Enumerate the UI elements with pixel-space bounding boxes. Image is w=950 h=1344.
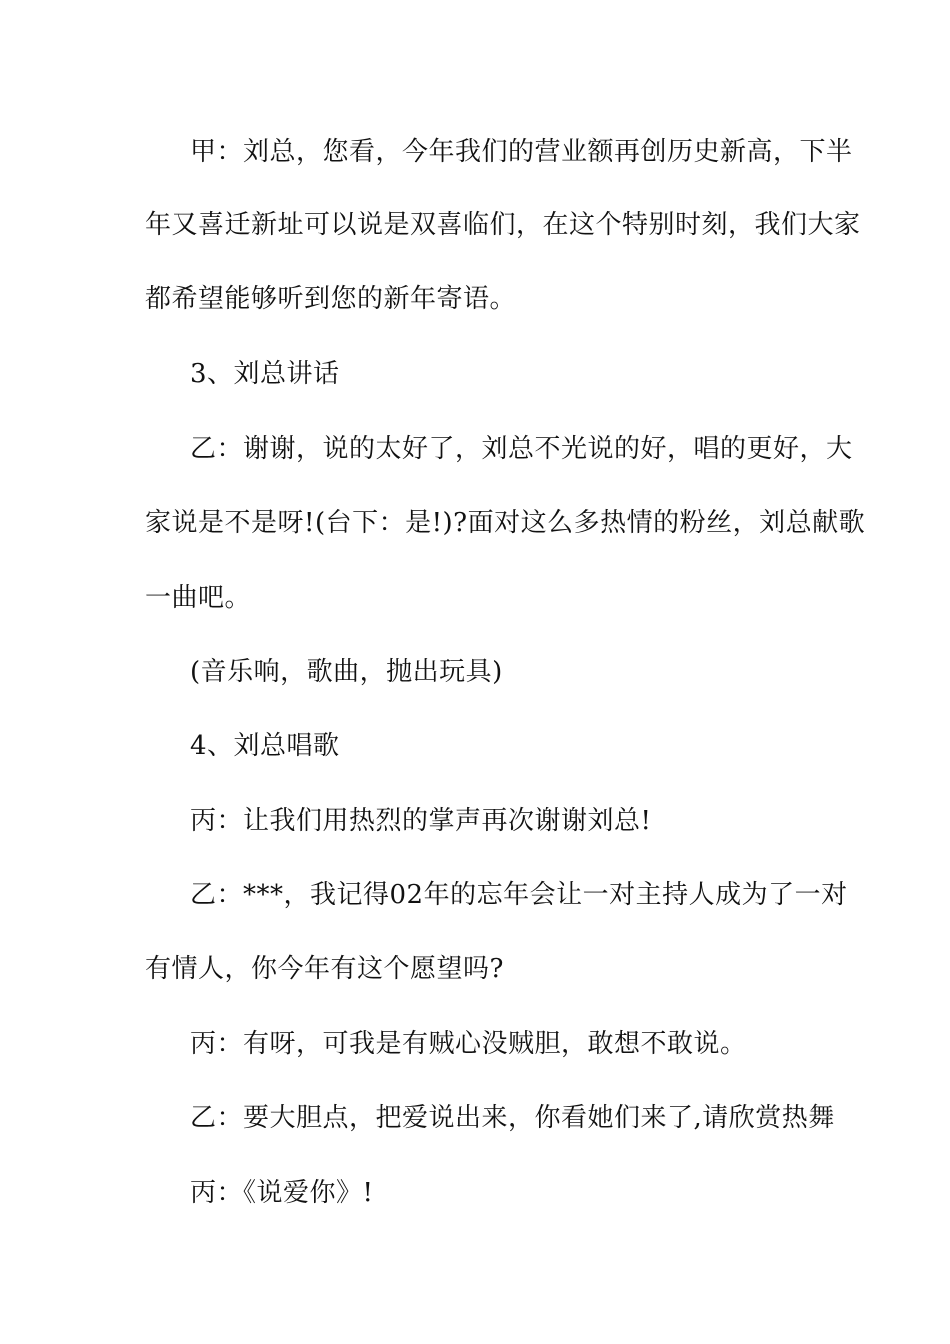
paragraph-line: 丙：让我们用热烈的掌声再次谢谢刘总! (190, 806, 652, 836)
paragraph-line: 家说是不是呀!(台下：是!)?面对这么多热情的粉丝，刘总献歌 (145, 508, 866, 538)
paragraph-line: 有情人，你今年有这个愿望吗? (145, 954, 504, 984)
paragraph-line: 甲：刘总，您看，今年我们的营业额再创历史新高，下半 (190, 137, 853, 167)
paragraph-line: 乙：谢谢，说的太好了，刘总不光说的好，唱的更好，大 (190, 434, 853, 464)
paragraph-line: 乙：要大胆点，把爱说出来，你看她们来了,请欣赏热舞 (190, 1103, 835, 1133)
paragraph-line: 一曲吧。 (145, 583, 252, 613)
paragraph-line: 年又喜迁新址可以说是双喜临们，在这个特别时刻，我们大家 (145, 210, 861, 240)
paragraph-line: 丙：有呀，可我是有贼心没贼胆，敢想不敢说。 (190, 1029, 747, 1059)
paragraph-line: 都希望能够听到您的新年寄语。 (145, 284, 517, 314)
stage-direction: (音乐响，歌曲，抛出玩具) (190, 657, 503, 687)
section-heading: 4、刘总唱歌 (190, 731, 340, 761)
paragraph-line: 乙：***，我记得02年的忘年会让一对主持人成为了一对 (190, 880, 848, 910)
paragraph-line: 丙：《说爱你》! (190, 1178, 374, 1208)
section-heading: 3、刘总讲话 (190, 359, 340, 389)
